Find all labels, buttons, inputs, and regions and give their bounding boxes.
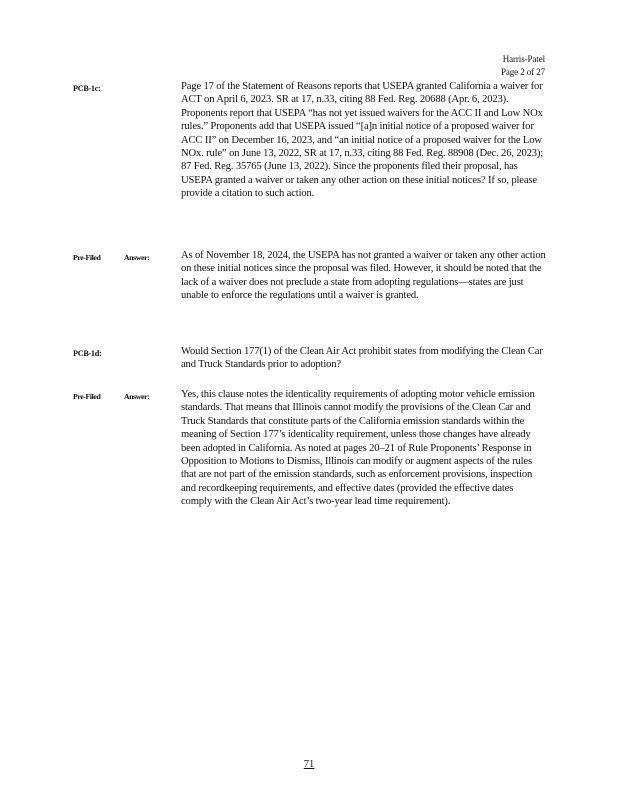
question-label-pcb-1c: PCB-1c: [73,84,101,93]
header-page-indicator: Page 2 of 27 [500,67,545,77]
answer-label-prefiled-1c: Pre-Filed [73,253,101,262]
answer-text-pcb-1d: Yes, this clause notes the identicality requirements of adopting motor vehicle emission standards. That means that Illinois cannot modify the provisions of the Clean Car and Truck Standards that constitute parts of the California emission standards within the meaning of Section 177’s identicality requirement, unless those changes have already been adopted in California. As noted at pages 20–21 of Rule Proponents’ Response in Opposition to Motions to Dismiss, Illinois can modify or augment aspects of the rules that are not part of the emission standards, such as enforcement provisions, inspection and recordkeeping requirements, and effective dates (provided the effective dates comply with the Clean Air Act’s two-year lead time requirement). [181,389,535,508]
question-text-pcb-1d: Would Section 177(1) of the Clean Air Act prohibit states from modifying the Clean Car and Truck Standards prior to adoption? [181,346,543,371]
question-label-pcb-1d: PCB-1d: [73,349,102,358]
answer-text-pcb-1c: As of November 18, 2024, the USEPA has not granted a waiver or taken any other action on these initial notices since the proposal was filed. However, it should be noted that the lack of a waiver does not preclude a state from adopting regulations—states are just unable to enforce the regulations until a waiver is granted. [181,250,546,302]
header-author: Harris-Patel [502,54,545,64]
answer-label-answer-1d: Answer: [124,392,150,401]
page-footer [0,759,618,770]
footer-page-number: 71 [303,759,315,770]
answer-label-answer-1c: Answer: [124,253,150,262]
answer-label-prefiled-1d: Pre-Filed [73,392,101,401]
question-text-pcb-1c: Page 17 of the Statement of Reasons reports that USEPA granted California a waiver for ACT on April 6, 2023. SR at 17, n.33, citing 88 Fed. Reg. 20688 (Apr. 6, 2023). Proponents report that USEPA “has not yet issued waivers for the ACC II and Low NOx rules.” Proponents add that USEPA issued “[a]n initial notice of a proposed waiver for ACC II” on December 16, 2023, and “an initial notice of a proposed waiver for the Low NOx. rule” on June 13, 2022, SR at 17, n.33, citing 88 Fed. Reg. 88908 (Dec. 26, 2023); 87 Fed. Reg. 35765 (June 13, 2022). Since the proponents filed their proposal, has USEPA granted a waiver or taken any other action on these initial notices? If so, please provide a citation to such action. [181,81,544,200]
page-header [501,53,545,79]
